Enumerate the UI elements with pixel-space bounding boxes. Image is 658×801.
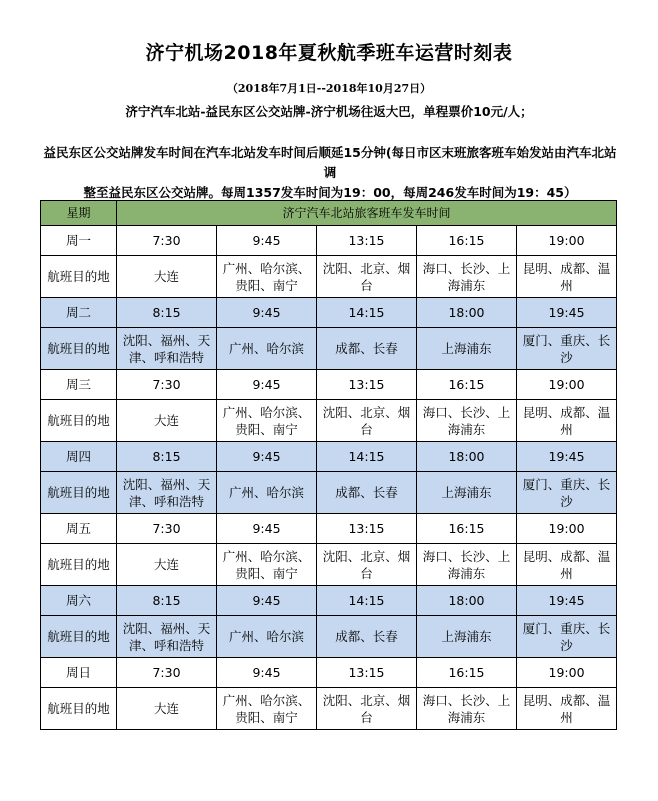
departure-time-cell: 13:15 [317, 658, 417, 688]
destination-row [41, 616, 617, 658]
departure-time-row [41, 442, 617, 472]
weekday-cell: 周四 [41, 442, 117, 472]
note-line-1: 益民东区公交站牌发车时间在汽车北站发车时间后顺延15分钟(每日市区末班旅客班车始发站由汽车北站调 [43, 145, 617, 180]
destination-cell: 海口、长沙、上海浦东 [417, 256, 517, 298]
departure-time-cell: 16:15 [417, 514, 517, 544]
note-line-2: 整至益民东区公交站牌。每周1357发车时间为19：00，每周246发车时间为19：45） [83, 185, 577, 200]
weekday-cell: 周日 [41, 658, 117, 688]
destination-cell: 大连 [117, 256, 217, 298]
destination-row [41, 472, 617, 514]
weekday-cell: 周六 [41, 586, 117, 616]
destination-cell: 成都、长春 [317, 472, 417, 514]
destination-row [41, 400, 617, 442]
destination-cell: 大连 [117, 400, 217, 442]
destination-cell: 沈阳、北京、烟台 [317, 688, 417, 730]
schedule-table [40, 200, 617, 730]
route-info: 济宁汽车北站-益民东区公交站牌-济宁机场往返大巴，单程票价10元/人； [125, 104, 533, 119]
destination-cell: 上海浦东 [417, 328, 517, 370]
destination-label-cell: 航班目的地 [41, 472, 117, 514]
destination-row [41, 544, 617, 586]
destination-cell: 厦门、重庆、长沙 [517, 472, 617, 514]
destination-cell: 沈阳、北京、烟台 [317, 544, 417, 586]
destination-cell: 沈阳、北京、烟台 [317, 256, 417, 298]
departure-time-cell: 19:00 [517, 226, 617, 256]
departure-time-cell: 16:15 [417, 658, 517, 688]
departure-time-cell: 19:00 [517, 370, 617, 400]
weekday-cell: 周五 [41, 514, 117, 544]
schedule-note [40, 143, 620, 203]
departure-time-cell: 9:45 [217, 370, 317, 400]
departure-time-cell: 19:45 [517, 298, 617, 328]
week-column-header: 星期 [41, 201, 117, 226]
departure-time-cell: 19:45 [517, 442, 617, 472]
destination-cell: 广州、哈尔滨、贵阳、南宁 [217, 544, 317, 586]
departure-time-cell: 18:00 [417, 442, 517, 472]
destination-cell: 沈阳、福州、天津、呼和浩特 [117, 472, 217, 514]
destination-cell: 昆明、成都、温州 [517, 544, 617, 586]
destination-cell: 广州、哈尔滨 [217, 328, 317, 370]
departure-time-cell: 7:30 [117, 658, 217, 688]
destination-cell: 昆明、成都、温州 [517, 688, 617, 730]
destination-label-cell: 航班目的地 [41, 688, 117, 730]
destination-cell: 昆明、成都、温州 [517, 256, 617, 298]
departure-time-cell: 8:15 [117, 442, 217, 472]
departure-time-row [41, 658, 617, 688]
table-header-row [41, 201, 617, 226]
destination-row [41, 328, 617, 370]
weekday-cell: 周二 [41, 298, 117, 328]
departure-time-cell: 14:15 [317, 298, 417, 328]
departure-time-cell: 19:45 [517, 586, 617, 616]
destination-cell: 广州、哈尔滨 [217, 472, 317, 514]
departure-time-cell: 13:15 [317, 226, 417, 256]
departure-time-row [41, 226, 617, 256]
destination-cell: 广州、哈尔滨、贵阳、南宁 [217, 400, 317, 442]
destination-cell: 广州、哈尔滨 [217, 616, 317, 658]
destination-label-cell: 航班目的地 [41, 256, 117, 298]
departure-time-cell: 13:15 [317, 514, 417, 544]
destination-cell: 海口、长沙、上海浦东 [417, 688, 517, 730]
departure-time-row [41, 370, 617, 400]
page-title: 济宁机场2018年夏秋航季班车运营时刻表 [145, 42, 513, 64]
departure-time-cell: 16:15 [417, 370, 517, 400]
destination-label-cell: 航班目的地 [41, 616, 117, 658]
departure-column-header: 济宁汽车北站旅客班车发车时间 [117, 201, 617, 226]
departure-time-row [41, 298, 617, 328]
destination-cell: 厦门、重庆、长沙 [517, 616, 617, 658]
destination-cell: 大连 [117, 688, 217, 730]
destination-label-cell: 航班目的地 [41, 544, 117, 586]
departure-time-cell: 9:45 [217, 226, 317, 256]
destination-cell: 沈阳、福州、天津、呼和浩特 [117, 616, 217, 658]
departure-time-cell: 9:45 [217, 658, 317, 688]
departure-time-row [41, 514, 617, 544]
destination-cell: 沈阳、福州、天津、呼和浩特 [117, 328, 217, 370]
departure-time-cell: 9:45 [217, 514, 317, 544]
destination-cell: 广州、哈尔滨、贵阳、南宁 [217, 688, 317, 730]
destination-row [41, 256, 617, 298]
departure-time-cell: 18:00 [417, 586, 517, 616]
departure-time-cell: 7:30 [117, 370, 217, 400]
departure-time-cell: 9:45 [217, 442, 317, 472]
departure-time-cell: 14:15 [317, 442, 417, 472]
destination-label-cell: 航班目的地 [41, 400, 117, 442]
departure-time-cell: 19:00 [517, 658, 617, 688]
departure-time-row [41, 586, 617, 616]
destination-cell: 厦门、重庆、长沙 [517, 328, 617, 370]
destination-cell: 广州、哈尔滨、贵阳、南宁 [217, 256, 317, 298]
departure-time-cell: 13:15 [317, 370, 417, 400]
destination-cell: 上海浦东 [417, 472, 517, 514]
departure-time-cell: 9:45 [217, 298, 317, 328]
destination-cell: 昆明、成都、温州 [517, 400, 617, 442]
destination-cell: 成都、长春 [317, 616, 417, 658]
departure-time-cell: 16:15 [417, 226, 517, 256]
departure-time-cell: 18:00 [417, 298, 517, 328]
destination-cell: 大连 [117, 544, 217, 586]
destination-cell: 成都、长春 [317, 328, 417, 370]
destination-cell: 海口、长沙、上海浦东 [417, 544, 517, 586]
destination-row [41, 688, 617, 730]
departure-time-cell: 8:15 [117, 298, 217, 328]
departure-time-cell: 14:15 [317, 586, 417, 616]
destination-label-cell: 航班目的地 [41, 328, 117, 370]
departure-time-cell: 9:45 [217, 586, 317, 616]
departure-time-cell: 7:30 [117, 514, 217, 544]
weekday-cell: 周一 [41, 226, 117, 256]
destination-cell: 上海浦东 [417, 616, 517, 658]
destination-cell: 沈阳、北京、烟台 [317, 400, 417, 442]
departure-time-cell: 8:15 [117, 586, 217, 616]
weekday-cell: 周三 [41, 370, 117, 400]
departure-time-cell: 19:00 [517, 514, 617, 544]
date-range: （2018年7月1日--2018年10月27日） [226, 82, 432, 95]
destination-cell: 海口、长沙、上海浦东 [417, 400, 517, 442]
departure-time-cell: 7:30 [117, 226, 217, 256]
